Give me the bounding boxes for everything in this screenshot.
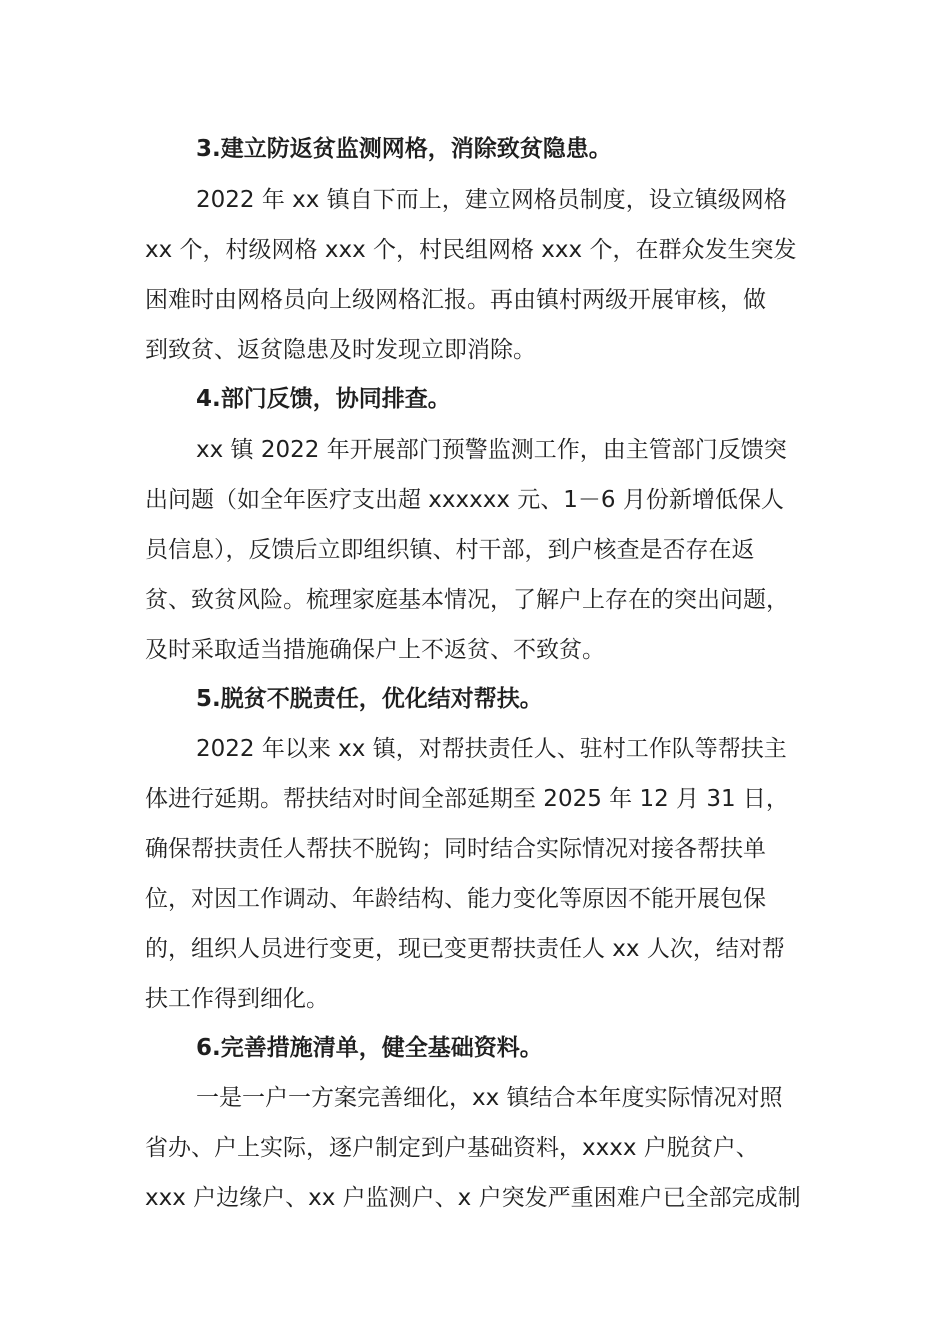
section-heading: 3.建立防返贫监测网格，消除致贫隐患。 — [196, 136, 612, 162]
paragraph-line: 困难时由网格员向上级网格汇报。再由镇村两级开展审核，做 — [145, 287, 766, 313]
section-heading: 5.脱贫不脱责任，优化结对帮扶。 — [196, 686, 543, 712]
paragraph-line: xx 个，村级网格 xxx 个，村民组网格 xxx 个，在群众发生突发 — [145, 237, 797, 263]
paragraph-line: 及时采取适当措施确保户上不返贫、不致贫。 — [145, 637, 605, 663]
paragraph-line: 到致贫、返贫隐患及时发现立即消除。 — [145, 337, 536, 363]
paragraph-line: 2022 年以来 xx 镇，对帮扶责任人、驻村工作队等帮扶主 — [196, 736, 787, 762]
paragraph-line: 一是一户一方案完善细化，xx 镇结合本年度实际情况对照 — [196, 1085, 783, 1111]
paragraph-line: 出问题（如全年医疗支出超 xxxxxx 元、1－6 月份新增低保人 — [145, 487, 784, 513]
paragraph-line: 的，组织人员进行变更，现已变更帮扶责任人 xx 人次，结对帮 — [145, 936, 785, 962]
paragraph-line: xxx 户边缘户、xx 户监测户、x 户突发严重困难户已全部完成制 — [145, 1185, 801, 1211]
section-heading: 4.部门反馈，协同排查。 — [196, 386, 451, 412]
paragraph-line: 员信息），反馈后立即组织镇、村干部，到户核查是否存在返 — [145, 537, 755, 563]
paragraph-line: 位，对因工作调动、年龄结构、能力变化等原因不能开展包保 — [145, 886, 766, 912]
paragraph-line: 体进行延期。帮扶结对时间全部延期至 2025 年 12 月 31 日， — [145, 786, 789, 812]
paragraph-line: 2022 年 xx 镇自下而上，建立网格员制度，设立镇级网格 — [196, 187, 787, 213]
paragraph-line: 扶工作得到细化。 — [145, 986, 329, 1012]
paragraph-line: 确保帮扶责任人帮扶不脱钩；同时结合实际情况对接各帮扶单 — [145, 836, 766, 862]
paragraph-line: 贫、致贫风险。梳理家庭基本情况，了解户上存在的突出问题， — [145, 587, 789, 613]
section-heading: 6.完善措施清单，健全基础资料。 — [196, 1035, 543, 1061]
paragraph-line: 省办、户上实际，逐户制定到户基础资料，xxxx 户脱贫户、 — [145, 1135, 759, 1161]
paragraph-line: xx 镇 2022 年开展部门预警监测工作，由主管部门反馈突 — [196, 437, 787, 463]
